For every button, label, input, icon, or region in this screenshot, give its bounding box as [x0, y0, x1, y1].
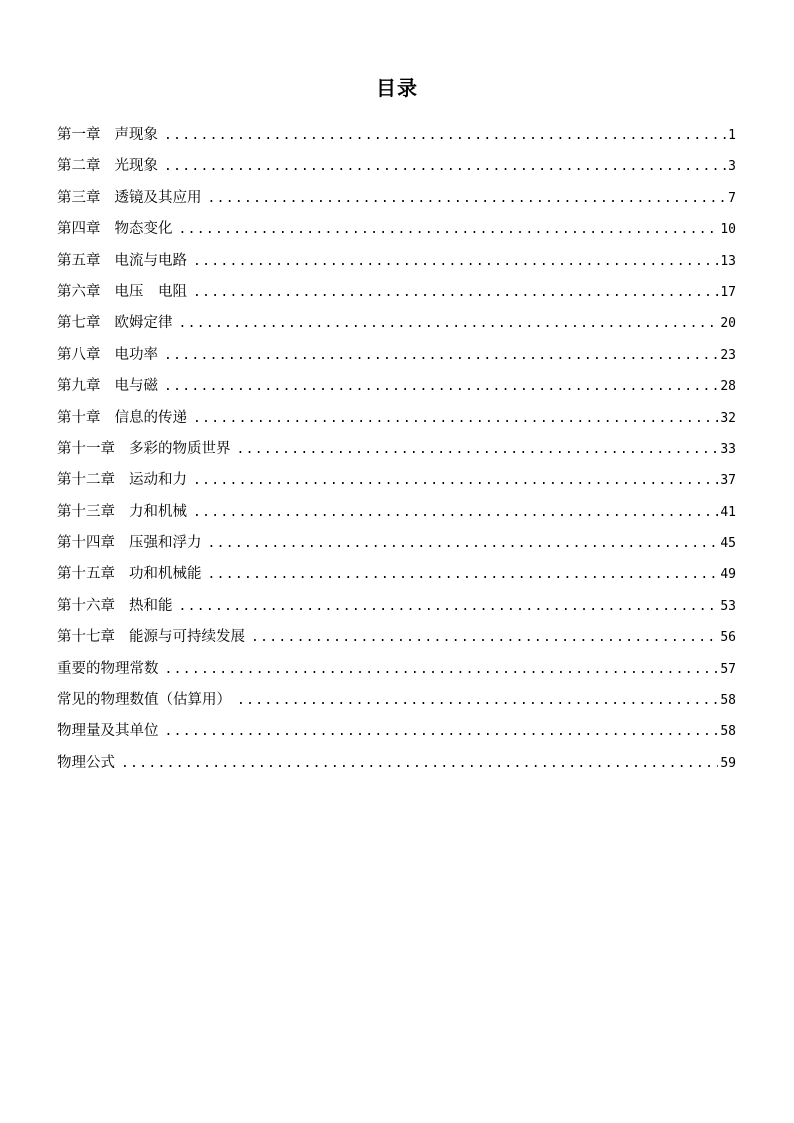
entry-label [57, 246, 187, 277]
entry-label [57, 308, 173, 339]
entry-label [57, 559, 202, 590]
entry-page-number: 3 [728, 159, 736, 175]
entry-title: 功和机械能 [129, 566, 202, 583]
toc-entry[interactable] [57, 371, 736, 402]
toc-entry[interactable] [57, 591, 736, 622]
entry-page-number: 32 [720, 410, 736, 426]
entry-chapter-number: 第二章 [57, 158, 101, 175]
entry-page-number: 45 [720, 536, 736, 552]
entry-page-number: 59 [720, 755, 736, 771]
entry-title: 多彩的物质世界 [129, 440, 231, 457]
toc-entry[interactable] [57, 120, 736, 151]
entry-title: 压强和浮力 [129, 535, 202, 552]
entry-title: 运动和力 [129, 472, 187, 489]
entry-title: 声现象 [114, 127, 158, 143]
entry-page-number: 57 [720, 661, 736, 677]
dot-leader [164, 340, 718, 371]
entry-page-number: 49 [720, 567, 736, 583]
entry-page-number: 7 [728, 190, 736, 206]
entry-chapter-number: 第八章 [57, 346, 101, 363]
entry-chapter-number: 第十六章 [57, 597, 115, 614]
dot-leader [165, 716, 719, 747]
entry-chapter-number: 第十五章 [57, 566, 115, 583]
entry-chapter-number: 第十章 [57, 409, 101, 426]
dot-leader [193, 403, 718, 434]
entry-label [57, 528, 202, 559]
entry-title: 热和能 [129, 597, 173, 614]
entry-chapter-number: 第六章 [57, 283, 101, 300]
entry-label [57, 716, 159, 747]
dot-leader [165, 654, 719, 685]
toc-entry[interactable] [57, 246, 736, 277]
entry-chapter-number: 第十二章 [57, 472, 115, 489]
entry-label [57, 685, 231, 716]
entry-title: 物理量及其单位 [57, 723, 159, 740]
entry-label [57, 622, 245, 653]
dot-leader [237, 434, 719, 465]
entry-page-number: 58 [720, 693, 736, 709]
entry-chapter-number: 第五章 [57, 252, 101, 269]
dot-leader [208, 183, 727, 214]
toc-entry[interactable] [57, 214, 736, 245]
toc-entry[interactable] [57, 622, 736, 653]
entry-chapter-number: 第十三章 [57, 503, 115, 520]
entry-label [57, 403, 187, 434]
entry-title: 电流与电路 [114, 252, 187, 269]
entry-page-number: 37 [720, 473, 736, 489]
dot-leader [164, 120, 726, 151]
entry-label [57, 340, 158, 371]
entry-page-number: 58 [720, 724, 736, 740]
entry-label [57, 654, 159, 685]
entry-page-number: 20 [720, 316, 736, 332]
toc-entry[interactable] [57, 497, 736, 528]
dot-leader [237, 685, 718, 716]
entry-page-number: 56 [720, 630, 736, 646]
toc-entry[interactable] [57, 277, 736, 308]
dot-leader [193, 277, 718, 308]
dot-leader [193, 465, 718, 496]
dot-leader [179, 591, 719, 622]
entry-title: 能源与可持续发展 [129, 629, 245, 646]
entry-page-number: 41 [720, 504, 736, 520]
entry-title: 电功率 [114, 346, 158, 363]
entry-page-number: 1 [728, 128, 736, 143]
entry-title: 信息的传递 [114, 409, 187, 426]
entry-chapter-number: 第十一章 [57, 440, 115, 457]
toc-entry[interactable] [57, 308, 736, 339]
entry-page-number: 10 [720, 222, 736, 238]
toc-entry[interactable] [57, 151, 736, 182]
toc-entry[interactable] [57, 716, 736, 747]
toc-entry[interactable] [57, 748, 736, 779]
entry-label [57, 214, 173, 245]
entry-label [57, 277, 187, 308]
toc-entry[interactable] [57, 465, 736, 496]
entry-label [57, 748, 115, 779]
entry-title: 常见的物理数值（估算用） [57, 692, 231, 709]
dot-leader [164, 371, 718, 402]
entry-page-number: 33 [720, 441, 736, 457]
entry-label [57, 120, 158, 151]
toc-entry[interactable] [57, 340, 736, 371]
toc-entry[interactable] [57, 434, 736, 465]
toc-entry[interactable] [57, 403, 736, 434]
dot-leader [164, 151, 726, 182]
entry-title: 力和机械 [129, 503, 187, 520]
entry-page-number: 23 [720, 347, 736, 363]
entry-label [57, 151, 158, 182]
entry-title: 物理公式 [57, 754, 115, 771]
entry-chapter-number: 第九章 [57, 378, 101, 395]
entry-page-number: 17 [720, 284, 736, 300]
entry-title: 电压 电阻 [114, 283, 187, 300]
dot-leader [179, 308, 719, 339]
dot-leader [251, 622, 718, 653]
entry-title: 物态变化 [114, 221, 173, 238]
entry-chapter-number: 第四章 [57, 221, 101, 238]
toc-title: 目录 [376, 76, 418, 100]
dot-leader [208, 528, 719, 559]
entry-label [57, 591, 173, 622]
dot-leader [193, 246, 718, 277]
toc-entry[interactable] [57, 654, 736, 685]
entry-label [57, 465, 187, 496]
entry-title: 电与磁 [114, 378, 158, 395]
dot-leader [208, 559, 719, 590]
entry-label [57, 497, 187, 528]
entry-label [57, 371, 158, 402]
toc-list [57, 120, 736, 779]
entry-title: 光现象 [114, 158, 158, 175]
toc-entry[interactable] [57, 685, 736, 716]
entry-chapter-number: 第七章 [57, 315, 101, 332]
entry-chapter-number: 第一章 [57, 127, 101, 143]
dot-leader [193, 497, 718, 528]
entry-chapter-number: 第十七章 [57, 629, 115, 646]
entry-title: 透镜及其应用 [114, 189, 202, 206]
entry-page-number: 28 [720, 379, 736, 395]
entry-label [57, 434, 231, 465]
entry-chapter-number: 第三章 [57, 189, 101, 206]
toc-entry[interactable] [57, 183, 736, 214]
dot-leader [121, 748, 718, 779]
entry-page-number: 53 [720, 598, 736, 614]
entry-title: 重要的物理常数 [57, 660, 159, 677]
dot-leader [179, 214, 719, 245]
toc-entry[interactable] [57, 528, 736, 559]
entry-title: 欧姆定律 [114, 315, 173, 332]
entry-chapter-number: 第十四章 [57, 535, 115, 552]
entry-page-number: 13 [720, 253, 736, 269]
toc-entry[interactable] [57, 559, 736, 590]
entry-label [57, 183, 202, 214]
